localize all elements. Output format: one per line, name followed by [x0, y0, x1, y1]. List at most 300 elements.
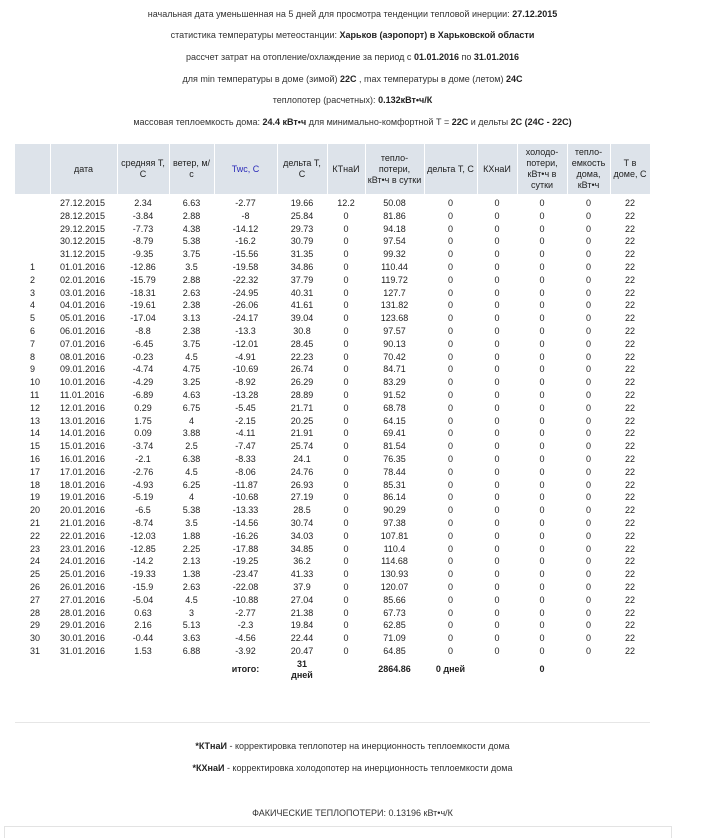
table-cell: 0: [539, 198, 545, 208]
table-cell: 0: [343, 543, 349, 554]
table-cell: 22: [624, 210, 635, 221]
table-cell: 0: [585, 351, 591, 362]
table-cell: 0: [343, 479, 349, 490]
table-cell: 12: [30, 402, 41, 413]
table-cell: -11.87: [233, 479, 258, 490]
table-cell: 27.01.2016: [60, 594, 106, 605]
table-cell: 0: [447, 543, 453, 554]
table-cell: 22: [624, 479, 635, 490]
table-cell: 0: [539, 505, 545, 516]
table-row: [15, 568, 650, 581]
table-cell: 4.38: [182, 223, 201, 234]
table-cell: 22: [624, 261, 635, 272]
table-cell: -23.47: [232, 569, 259, 580]
table-cell: 22: [624, 543, 635, 554]
table-cell: 0: [447, 517, 453, 528]
table-cell: 02.01.2016: [60, 274, 106, 285]
table-row: [15, 287, 650, 300]
table-cell: 0: [494, 210, 500, 221]
table-cell: 2.88: [182, 274, 201, 285]
table-cell: 0: [585, 223, 591, 234]
table-cell: 0: [447, 223, 453, 234]
table-cell: 0: [539, 402, 545, 413]
table-cell: -24.95: [232, 287, 259, 298]
table-cell: -14.12: [232, 223, 259, 234]
table-cell: -10.68: [232, 492, 259, 503]
table-cell: 81.54: [383, 441, 406, 452]
table-cell: 110.44: [381, 261, 408, 272]
table-cell: 19.66: [290, 198, 314, 208]
table-cell: 0: [585, 313, 591, 324]
col-header-index: [15, 144, 50, 194]
table-cell: 0: [585, 325, 591, 336]
table-cell: 0: [539, 543, 545, 554]
table-cell: 3.5: [185, 261, 198, 272]
table-cell: -7.73: [132, 223, 154, 234]
table-cell: 22: [624, 249, 635, 260]
table-cell: 68.78: [383, 402, 406, 413]
table-cell: 0: [447, 249, 453, 260]
table-cell: -19.58: [232, 261, 259, 272]
table-cell: 0: [447, 581, 453, 592]
table-cell: 22: [624, 313, 635, 324]
table-cell: 0: [447, 530, 453, 541]
table-cell: 0: [539, 415, 545, 426]
table-cell: -8.33: [235, 453, 256, 464]
table-cell: 0: [447, 313, 453, 324]
table-cell: 0: [343, 505, 349, 516]
table-row: [15, 325, 650, 338]
table-cell: 4.5: [185, 351, 198, 362]
table-cell: 28.5: [293, 505, 311, 516]
table-cell: 10.01.2016: [60, 377, 106, 388]
table-cell: 0.63: [134, 607, 152, 618]
table-cell: 0: [494, 530, 500, 541]
table-cell: 16: [30, 453, 41, 464]
table-cell: 21.71: [290, 402, 314, 413]
table-cell: 31: [30, 645, 41, 656]
table-cell: 0: [447, 479, 453, 490]
table-cell: 25: [30, 569, 41, 580]
table-cell: 15: [30, 441, 41, 452]
table-cell: 18: [30, 479, 41, 490]
table-cell: 0: [585, 274, 591, 285]
table-cell: 10: [30, 377, 41, 388]
table-cell: 16.01.2016: [60, 453, 106, 464]
table-cell: 0: [343, 428, 349, 439]
table-cell: 0: [585, 594, 591, 605]
table-cell: 0: [494, 594, 500, 605]
table-cell: 0: [539, 351, 545, 362]
table-cell: 0: [539, 223, 545, 234]
table-row: [15, 351, 650, 364]
table-cell: 0: [539, 236, 545, 247]
table-cell: -13.33: [232, 505, 259, 516]
table-cell: -0.44: [132, 633, 154, 644]
table-cell: 22: [624, 607, 635, 618]
table-body: [15, 194, 650, 658]
col-header-house-temp: Т в доме, С: [610, 144, 650, 194]
table-cell: -3.74: [132, 441, 154, 452]
table-cell: 22: [624, 377, 635, 388]
table-cell: 0: [539, 581, 545, 592]
table-cell: 26.01.2016: [60, 581, 106, 592]
table-cell: 27.12.2015: [60, 198, 106, 208]
table-row: [15, 504, 650, 517]
table-cell: 36.2: [293, 556, 311, 567]
table-cell: 99.32: [383, 249, 406, 260]
table-cell: 0: [343, 313, 349, 324]
table-cell: 0.09: [134, 428, 152, 439]
table-row: [15, 299, 650, 312]
table-cell: 70.42: [383, 351, 406, 362]
table-cell: 17: [30, 466, 41, 477]
table-cell: 7: [30, 338, 36, 349]
table-cell: 0: [585, 620, 591, 631]
info-start-date: начальная дата уменьшенная на 5 дней для просмотра тенденции тепловой инерции: 27.12.2015: [147, 9, 558, 19]
table-cell: -4.29: [132, 377, 154, 388]
info-heat-capacity: массовая теплоемкость дома: 24.4 кВт•ч для минимально-комфортной Т = 22С и дельты 2С (24С - 22С): [133, 117, 572, 127]
table-cell: 0: [585, 530, 591, 541]
table-row: [15, 594, 650, 607]
table-cell: 119.72: [381, 274, 408, 285]
table-cell: 71.09: [383, 633, 406, 644]
table-cell: 0: [494, 377, 500, 388]
table-cell: 22: [624, 466, 635, 477]
table-cell: 0: [585, 517, 591, 528]
table-cell: 0: [447, 505, 453, 516]
table-row: [15, 210, 650, 223]
table-cell: 19.01.2016: [60, 492, 106, 503]
totals-row: [15, 658, 650, 682]
table-header-row: [15, 144, 650, 194]
table-cell: 0: [539, 389, 545, 400]
table-cell: 0: [585, 300, 591, 311]
table-cell: 1.38: [182, 569, 201, 580]
table-cell: 0: [494, 261, 500, 272]
table-cell: 130.93: [380, 569, 409, 580]
table-cell: 0: [447, 287, 453, 298]
table-cell: -17.88: [232, 543, 259, 554]
table-cell: 2.38: [182, 325, 201, 336]
table-cell: -8.8: [135, 325, 151, 336]
table-cell: 25.74: [290, 441, 314, 452]
table-cell: 31.01.2016: [60, 645, 106, 656]
table-cell: 0: [343, 338, 349, 349]
table-cell: 22: [624, 223, 635, 234]
table-row: [15, 274, 650, 287]
table-cell: -4.74: [132, 364, 154, 375]
table-row: [15, 645, 650, 658]
table-cell: [15, 248, 50, 261]
table-cell: 114.68: [381, 556, 408, 567]
table-cell: 0: [343, 556, 349, 567]
table-cell: 0: [494, 313, 500, 324]
table-cell: 30.01.2016: [60, 633, 106, 644]
table-cell: 11: [30, 389, 40, 400]
table-cell: 21.01.2016: [60, 517, 106, 528]
note-ktnai: *КТнаИ - корректировка теплопотер на инерционность теплоемкости дома: [195, 741, 510, 751]
col-header-heat-loss: тепло-потери, кВт•ч в сутки: [365, 144, 424, 194]
table-cell: 4.75: [182, 364, 201, 375]
table-cell: 30: [30, 633, 41, 644]
table-cell: 0: [585, 479, 591, 490]
table-cell: 0: [585, 543, 591, 554]
table-cell: 0: [447, 364, 453, 375]
table-cell: 127.7: [383, 287, 406, 298]
table-cell: 0: [447, 466, 453, 477]
table-cell: 5.13: [182, 620, 201, 631]
table-row: [15, 530, 650, 543]
table-cell: 76.35: [383, 453, 406, 464]
table-cell: 28: [30, 607, 41, 618]
table-cell: 0: [447, 415, 453, 426]
table-cell: 0: [585, 492, 591, 503]
table-cell: -6.89: [132, 389, 154, 400]
table-cell: 22: [624, 300, 635, 311]
table-cell: 09.01.2016: [60, 364, 106, 375]
table-cell: 0: [585, 556, 591, 567]
table-cell: 0: [447, 645, 453, 656]
table-cell: 0: [585, 198, 591, 208]
table-cell: 0: [447, 377, 453, 388]
table-cell: 4.5: [185, 594, 198, 605]
table-cell: 0: [343, 594, 349, 605]
table-cell: 123.68: [380, 313, 409, 324]
col-header-wind: ветер, м/с: [169, 144, 214, 194]
table-cell: 0: [447, 338, 453, 349]
table-cell: 22: [624, 530, 635, 541]
table-cell: 30.74: [290, 517, 314, 528]
table-cell: 0: [343, 389, 349, 400]
table-cell: 19.84: [290, 620, 314, 631]
table-cell: 26.74: [290, 364, 314, 375]
table-cell: -16.26: [232, 530, 259, 541]
table-cell: 22: [624, 198, 635, 208]
table-row: [15, 248, 650, 261]
table-cell: 0: [343, 453, 349, 464]
table-cell: 1.75: [134, 415, 152, 426]
table-cell: 21.91: [290, 428, 314, 439]
table-cell: 0: [343, 517, 349, 528]
totals-divider: [15, 722, 650, 723]
table-cell: 0: [539, 466, 545, 477]
table-cell: -12.85: [130, 543, 156, 554]
table-cell: 0: [447, 428, 453, 439]
table-cell: 26.93: [290, 479, 314, 490]
table-cell: 0: [494, 274, 500, 285]
table-cell: -4.11: [235, 428, 256, 439]
table-cell: -15.9: [132, 581, 154, 592]
table-cell: -5.45: [235, 402, 256, 413]
table-cell: -5.19: [132, 492, 154, 503]
info-heat-loss: теплопотер (расчетных): 0.132кВт•ч/К: [272, 95, 433, 105]
table-cell: 0: [494, 249, 500, 260]
table-cell: 0: [447, 389, 453, 400]
table-cell: -10.88: [232, 594, 259, 605]
table-cell: 0: [585, 645, 591, 656]
table-cell: 13.01.2016: [60, 415, 106, 426]
table-cell: 5.38: [182, 236, 201, 247]
table-cell: 0: [447, 274, 453, 285]
note-khnai: *КХнаИ - корректировка холодопотер на инерционность теплоемкости дома: [192, 763, 513, 773]
table-cell: 14: [30, 428, 41, 439]
table-cell: 23.01.2016: [60, 543, 106, 554]
table-cell: 64.85: [383, 645, 406, 656]
table-cell: -12.03: [130, 530, 156, 541]
table-cell: 28.89: [290, 389, 314, 400]
table-row: [15, 543, 650, 556]
table-cell: 0: [539, 594, 545, 605]
table-row: [15, 440, 650, 453]
table-cell: -8.06: [235, 466, 256, 477]
table-row: [15, 607, 650, 620]
col-header-delta-t-heat: дельта Т, С: [277, 144, 327, 194]
table-cell: 85.31: [383, 479, 406, 490]
table-row: [15, 197, 650, 210]
table-cell: 0: [585, 338, 591, 349]
table-cell: 0: [343, 441, 349, 452]
table-cell: 22: [624, 274, 635, 285]
table-cell: 85.66: [383, 594, 406, 605]
table-row: [15, 491, 650, 504]
table-cell: [15, 197, 50, 210]
table-cell: 0: [343, 402, 349, 413]
table-cell: -16.2: [235, 236, 256, 247]
table-row: [15, 479, 650, 492]
table-cell: 04.01.2016: [60, 300, 106, 311]
table-cell: 0: [447, 633, 453, 644]
actual-heat-loss: ФАКИЧЕСКИЕ ТЕПЛОПОТЕРИ: 0.13196 кВт•ч/К: [252, 808, 453, 818]
table-cell: 0: [447, 453, 453, 464]
table-cell: 22: [624, 492, 635, 503]
table-cell: 25.84: [290, 210, 314, 221]
table-row: [15, 223, 650, 236]
table-cell: 0: [585, 402, 591, 413]
table-cell: 0: [494, 287, 500, 298]
table-cell: 29: [30, 620, 41, 631]
table-cell: 05.01.2016: [60, 313, 106, 324]
table-cell: 1.88: [182, 530, 201, 541]
table-cell: 0: [585, 581, 591, 592]
table-cell: 0: [494, 645, 500, 656]
table-cell: 84.71: [383, 364, 406, 375]
table-cell: 0: [494, 505, 500, 516]
table-cell: -5.04: [132, 594, 154, 605]
table-cell: 29.01.2016: [60, 620, 106, 631]
table-cell: 15.01.2016: [60, 441, 106, 452]
table-cell: 0: [447, 198, 453, 208]
table-cell: 2.63: [182, 287, 201, 298]
table-cell: 06.01.2016: [60, 325, 106, 336]
table-cell: -14.56: [232, 517, 259, 528]
table-cell: 41.33: [290, 569, 314, 580]
table-cell: -15.56: [232, 249, 259, 260]
table-cell: 0: [585, 607, 591, 618]
table-cell: 6: [30, 325, 36, 336]
table-cell: 4: [30, 300, 36, 311]
table-cell: 0: [447, 325, 453, 336]
table-row: [15, 555, 650, 568]
table-cell: 31.35: [290, 249, 314, 260]
table-row: [15, 363, 650, 376]
table-cell: 0: [343, 223, 349, 234]
table-cell: 0: [494, 415, 500, 426]
table-cell: 0: [585, 441, 591, 452]
table-cell: 0: [447, 210, 453, 221]
table-cell: 0: [447, 236, 453, 247]
table-cell: 0: [539, 479, 545, 490]
table-cell: 0: [343, 415, 349, 426]
table-cell: 0.29: [134, 402, 152, 413]
col-header-cold-loss: холодо-потери, кВт•ч в сутки: [517, 144, 567, 194]
table-cell: 0: [539, 492, 545, 503]
table-cell: -2.15: [235, 415, 256, 426]
table-cell: 2.34: [134, 198, 152, 208]
table-row: [15, 261, 650, 274]
table-cell: 94.18: [383, 223, 406, 234]
table-cell: 30.12.2015: [60, 236, 106, 247]
table-cell: 26.29: [290, 377, 314, 388]
col-header-delta-t-cold: дельта Т, С: [424, 144, 477, 194]
table-cell: 17.01.2016: [60, 466, 106, 477]
table-cell: 0: [539, 607, 545, 618]
table-cell: 0: [585, 377, 591, 388]
table-cell: 22: [624, 645, 635, 656]
table-cell: 0: [585, 428, 591, 439]
table-cell: 22: [624, 338, 635, 349]
table-cell: -8.74: [132, 517, 154, 528]
table-cell: 0: [343, 620, 349, 631]
table-cell: 0: [494, 236, 500, 247]
table-row: [15, 632, 650, 645]
table-cell: 0: [539, 338, 545, 349]
table-cell: 22: [624, 441, 635, 452]
table-cell: 12.01.2016: [60, 402, 106, 413]
table-cell: 27.04: [290, 594, 314, 605]
table-cell: 120.07: [380, 581, 409, 592]
table-cell: -19.25: [232, 556, 259, 567]
table-cell: 0: [343, 249, 349, 260]
table-cell: 20.25: [290, 415, 314, 426]
table-cell: 22: [624, 581, 635, 592]
table-cell: 0: [343, 581, 349, 592]
table-cell: 20.47: [290, 645, 314, 656]
table-cell: 22: [624, 364, 635, 375]
table-cell: 0: [539, 300, 545, 311]
table-cell: 3.63: [182, 633, 201, 644]
table-cell: 6.63: [182, 198, 201, 208]
table-cell: 2.38: [182, 300, 201, 311]
table-cell: 90.29: [383, 505, 406, 516]
table-cell: 0: [343, 300, 349, 311]
table-cell: 9: [30, 364, 36, 375]
table-cell: 22: [624, 402, 635, 413]
table-cell: -6.45: [132, 338, 154, 349]
table-cell: 0: [494, 492, 500, 503]
table-cell: 0: [343, 287, 349, 298]
table-cell: 0: [494, 620, 500, 631]
table-cell: 07.01.2016: [60, 338, 106, 349]
table-cell: 11.01.2016: [60, 389, 105, 400]
totals-delta-days: 0 дней: [435, 664, 466, 675]
table-cell: 39.04: [290, 313, 314, 324]
table-cell: 30.79: [290, 236, 314, 247]
table-cell: 27: [30, 594, 41, 605]
table-cell: 0: [343, 633, 349, 644]
table-cell: 22: [624, 594, 635, 605]
table-cell: 2.13: [182, 556, 201, 567]
